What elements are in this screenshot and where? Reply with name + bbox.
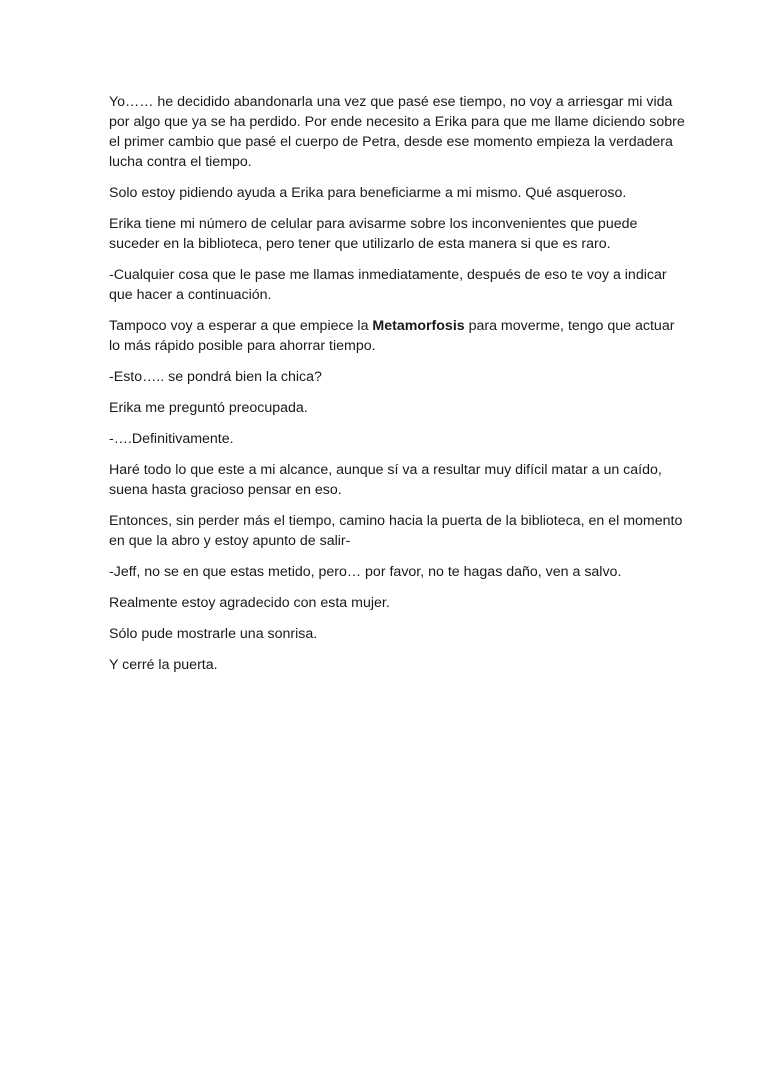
paragraph-3: Erika tiene mi número de celular para avisarme sobre los inconvenientes que puede suceder en la biblioteca, pero tener que utilizarlo de esta manera si que es raro. (109, 216, 638, 252)
paragraph-2: Solo estoy pidiendo ayuda a Erika para beneficiarme a mi mismo. Qué asqueroso. (109, 185, 627, 201)
paragraph-13: Sólo pude mostrarle una sonrisa. (109, 626, 318, 642)
paragraph-1: Yo…… he decidido abandonarla una vez que pasé ese tiempo, no voy a arriesgar mi vida por algo que ya se ha perdido. Por ende necesito a Erika para que me llame diciendo sobre el primer cambio que pasé el cuerpo de Petra, desde ese momento empieza la verdadera lucha contra el tiempo. (109, 94, 685, 170)
paragraph-14: Y cerré la puerta. (109, 657, 218, 673)
paragraph-8: -….Definitivamente. (109, 431, 234, 447)
paragraph-4: -Cualquier cosa que le pase me llamas inmediatamente, después de eso te voy a indicar que hacer a continuación. (109, 267, 667, 303)
paragraph-7: Erika me preguntó preocupada. (109, 400, 308, 416)
paragraph-9: Haré todo lo que este a mi alcance, aunque sí va a resultar muy difícil matar a un caído, suena hasta gracioso pensar en eso. (109, 462, 662, 498)
paragraph-10: Entonces, sin perder más el tiempo, camino hacia la puerta de la biblioteca, en el momento en que la abro y estoy apunto de salir- (109, 513, 683, 549)
paragraph-11: -Jeff, no se en que estas metido, pero… por favor, no te hagas daño, ven a salvo. (109, 564, 622, 580)
metamorfosis-bold-term: Metamorfosis (372, 318, 465, 334)
paragraph-5 (109, 316, 689, 356)
document-body (109, 92, 689, 686)
paragraph-6: -Esto….. se pondrá bien la chica? (109, 369, 322, 385)
paragraph-5-after: para moverme, tengo que actuar lo más rápido posible para ahorrar tiempo. (109, 318, 675, 354)
paragraph-5-before: Tampoco voy a esperar a que empiece la (109, 318, 373, 334)
paragraph-12: Realmente estoy agradecido con esta mujer. (109, 595, 390, 611)
